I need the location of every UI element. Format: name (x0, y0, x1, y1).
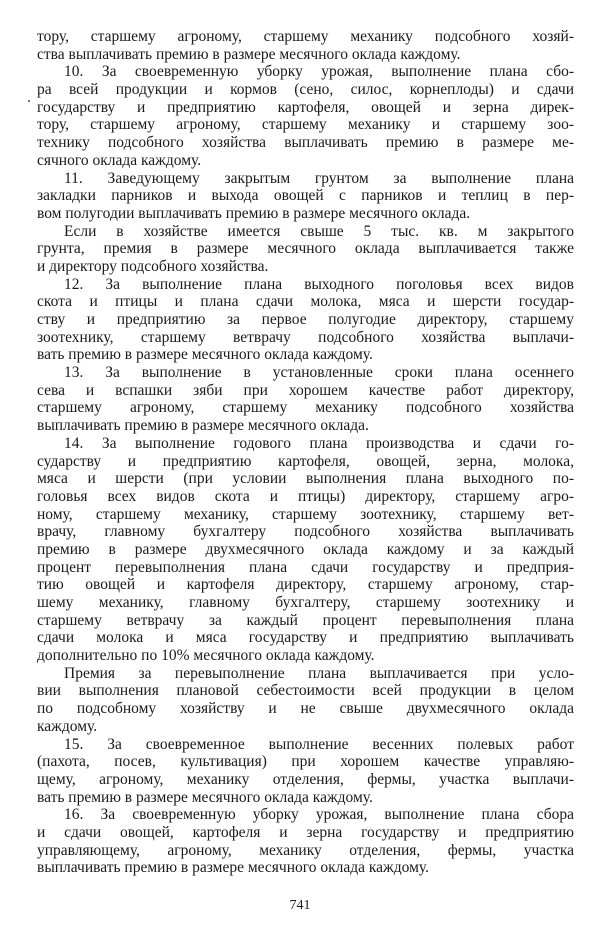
text-line: 10. За своевременную уборку урожая, выполнение плана сбо- (64, 63, 574, 81)
text-line: вать премию в размере месячного оклада каждому. (37, 788, 373, 806)
text-line: дополнительно по 10% месячного оклада каждому. (37, 647, 375, 665)
text-line: и сдачи овощей, картофеля и зерна государству и предприятию (37, 823, 574, 841)
paragraph (37, 364, 574, 435)
text-line: ра всей продукции и кормов (сено, силос, корнеплоды) и сдачи (37, 81, 574, 99)
text-line: закладки парников и выхода овощей с парников и теплиц в пер- (37, 187, 574, 205)
text-line: ству и предприятию за первое полугодие директору, старшему (37, 311, 574, 328)
text-line: управляющему, агроному, механику отделения, фермы, участка (37, 841, 574, 859)
paragraph (37, 276, 574, 364)
text-line: ства выплачивать премию в размере месячного оклада каждому. (37, 45, 461, 63)
text-line: и директору подсобного хозяйства. (37, 257, 269, 275)
paragraph (37, 28, 574, 63)
paragraph (37, 665, 574, 736)
text-line: головья всех видов скота и птицы) директору, старшему агро- (37, 487, 574, 505)
text-line: тору, старшему агроному, старшему механику подсобного хозяй- (37, 28, 574, 45)
text-line: 16. За своевременную уборку урожая, выполнение плана сбора (64, 806, 574, 824)
text-line: вом полугодии выплачивать премию в размере месячного оклада. (37, 204, 471, 222)
text-line: каждому. (37, 717, 98, 735)
text-line: выплачивать премию в размере месячного оклада. (37, 417, 369, 435)
text-line: шему механику, главному бухгалтеру, старшему зоотехнику и (37, 594, 574, 611)
text-line: сячного оклада каждому. (37, 151, 202, 169)
text-line: 13. За выполнение в установленные сроки плана осеннего (64, 364, 574, 382)
text-line: 15. За своевременное выполнение весенних полевых работ (64, 735, 574, 753)
text-line: премию в размере двухмесячного оклада каждому и за каждый (37, 540, 574, 558)
paragraph (37, 63, 574, 169)
text-line: ному, старшему механику, старшему зоотехнику, старшему вет- (37, 505, 574, 523)
text-line: выплачивать премию в размере месячного оклада каждому. (37, 859, 429, 877)
text-line: по подсобному хозяйству и не свыше двухмесячного оклада (37, 700, 574, 718)
text-line: 11. Заведующему закрытым грунтом за выполнение плана (64, 169, 574, 187)
scan-speck (28, 100, 30, 102)
text-line: Премия за перевыполнение плана выплачивается при усло- (64, 664, 574, 682)
text-line: мяса и шерсти (при условии выполнения плана выходного по- (37, 470, 574, 488)
paragraph (37, 170, 574, 223)
document-body (37, 28, 574, 877)
text-line: тору, старшему агроному, старшему механику и старшему зоо- (37, 116, 574, 134)
text-line: 12. За выполнение плана выходного поголовья всех видов (64, 275, 574, 293)
text-line: государству и предприятию картофеля, овощей и зерна дирек- (37, 98, 574, 116)
text-line: сударству и предприятию картофеля, овощей, зерна, молока, (37, 452, 574, 470)
text-line: технику подсобного хозяйства выплачивать премию в размере ме- (37, 134, 574, 152)
text-line: вии выполнения плановой себестоимости всей продукции в целом (37, 682, 574, 700)
paragraph (37, 223, 574, 276)
text-line: (пахота, посев, культивация) при хорошем качестве управляю- (37, 753, 574, 771)
text-line: зоотехнику, старшему ветврачу подсобного хозяйства выплачи- (37, 328, 574, 346)
text-line: щему, агроному, механику отделения, фермы, участка выплачи- (37, 770, 574, 788)
text-line: сева и вспашки зяби при хорошем качестве работ директору, (37, 381, 574, 399)
text-line: скота и птицы и плана сдачи молока, мяса и шерсти государ- (37, 293, 574, 311)
text-line: сдачи молока и мяса государству и предприятию выплачивать (37, 629, 574, 647)
page-number: 741 (289, 898, 311, 913)
text-line: процент перевыполнения плана сдачи государству и предприя- (37, 558, 574, 576)
text-line: Если в хозяйстве имеется свыше 5 тыс. кв. м закрытого (64, 222, 574, 240)
paragraph (37, 435, 574, 665)
text-line: грунта, премия в размере месячного оклада выплачивается также (37, 240, 574, 258)
text-line: старшему ветврачу за каждый процент перевыполнения плана (37, 611, 574, 629)
text-line: 14. За выполнение годового плана производства и сдачи го- (64, 434, 574, 452)
paragraph (37, 736, 574, 807)
paragraph (37, 806, 574, 877)
text-line: вать премию в размере месячного оклада каждому. (37, 346, 373, 364)
text-line: тию овощей и картофеля директору, старшему агроному, стар- (37, 576, 574, 594)
text-line: старшему агроному, старшему механику подсобного хозяйства (37, 399, 574, 417)
text-line: врачу, главному бухгалтеру подсобного хозяйства выплачивать (37, 523, 574, 541)
